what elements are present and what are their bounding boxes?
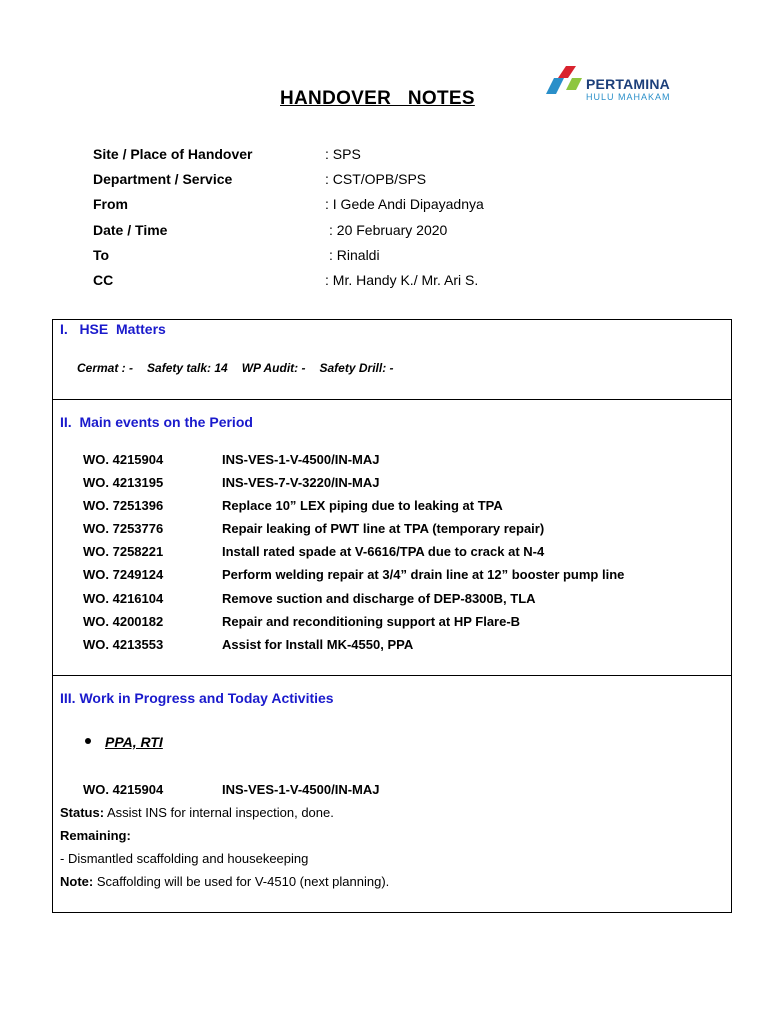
wo-number: WO. 4215904 [83,452,164,467]
logo-subtitle: HULU MAHAKAM [586,92,671,102]
info-value: : Mr. Handy K./ Mr. Ari S. [325,271,479,288]
hse-section [53,320,731,400]
wo-description: Remove suction and discharge of DEP-8300B, TLA [222,590,536,606]
bullet-icon [85,738,91,744]
wo-number: WO. 4200182 [83,613,164,629]
hse-safety-talk: Safety talk: 14 [147,361,228,375]
info-label: CC [93,271,114,288]
wo-number: WO. 7249124 [83,567,164,583]
wip-section [53,676,731,912]
wo-description: Perform welding repair at 3/4” drain line at 12” booster pump line [222,567,625,583]
hse-cermat: Cermat : - [77,361,134,375]
wip-status [60,805,334,820]
pertamina-logo-icon [542,64,584,98]
wo-description: Repair and reconditioning support at HP Flare-B [222,613,521,629]
status-text: Assist INS for internal inspection, done. [104,805,334,820]
info-label: To [93,246,110,263]
info-label: Department / Service [93,171,233,188]
hse-summary [77,361,408,375]
info-value: : CST/OPB/SPS [325,171,427,188]
status-label: Status: [60,805,105,820]
hse-wp-audit: WP Audit: - [241,361,306,375]
wo-number: WO. 7253776 [83,521,164,537]
wip-bullet [85,734,163,750]
wo-number: WO. 7258221 [83,544,164,560]
wip-heading: III. Work in Progress and Today Activities [60,690,334,706]
remaining-label: Remaining: [60,828,131,843]
wo-description: INS-VES-1-V-4500/IN-MAJ [222,452,380,467]
note-label: Note: [60,874,94,889]
wo-number: WO. 4216104 [83,590,164,606]
wip-remaining-text: - Dismantled scaffolding and housekeeping [60,851,309,866]
hse-heading: I. HSE Matters [60,321,166,337]
info-value: : I Gede Andi Dipayadnya [325,196,484,213]
info-label: Date / Time [93,221,168,238]
wo-number: WO. 7251396 [83,498,164,514]
wo-description: Repair leaking of PWT line at TPA (temporary repair) [222,521,545,537]
wo-description: INS-VES-7-V-3220/IN-MAJ [222,475,380,491]
info-label: From [93,196,128,213]
hse-safety-drill: Safety Drill: - [319,361,394,375]
wo-number: WO. 4213195 [83,475,164,491]
info-value: : 20 February 2020 [329,221,448,238]
info-value: : SPS [325,146,361,162]
logo-name: PERTAMINA [586,76,670,92]
wo-description: Assist for Install MK-4550, PPA [222,636,414,652]
wo-number: WO. 4213553 [83,636,164,652]
wo-description: INS-VES-1-V-4500/IN-MAJ [222,782,380,797]
wo-description: Replace 10” LEX piping due to leaking at TPA [222,498,503,514]
wip-work-order [83,782,683,800]
notes-table [52,319,732,913]
wo-description: Install rated spade at V-6616/TPA due to crack at N-4 [222,544,545,560]
note-text: Scaffolding will be used for V-4510 (next planning). [93,874,390,889]
wip-bullet-text: PPA, RTI [105,734,163,750]
info-label: Site / Place of Handover [93,146,253,162]
wip-note [60,874,389,889]
page-title: HANDOVER NOTES [280,88,475,109]
main-events-section [53,400,731,676]
wo-number: WO. 4215904 [83,782,164,797]
info-value: : Rinaldi [329,246,380,263]
main-events-heading: II. Main events on the Period [60,414,253,430]
wip-remaining-label [60,828,131,843]
pertamina-logo [540,60,690,108]
